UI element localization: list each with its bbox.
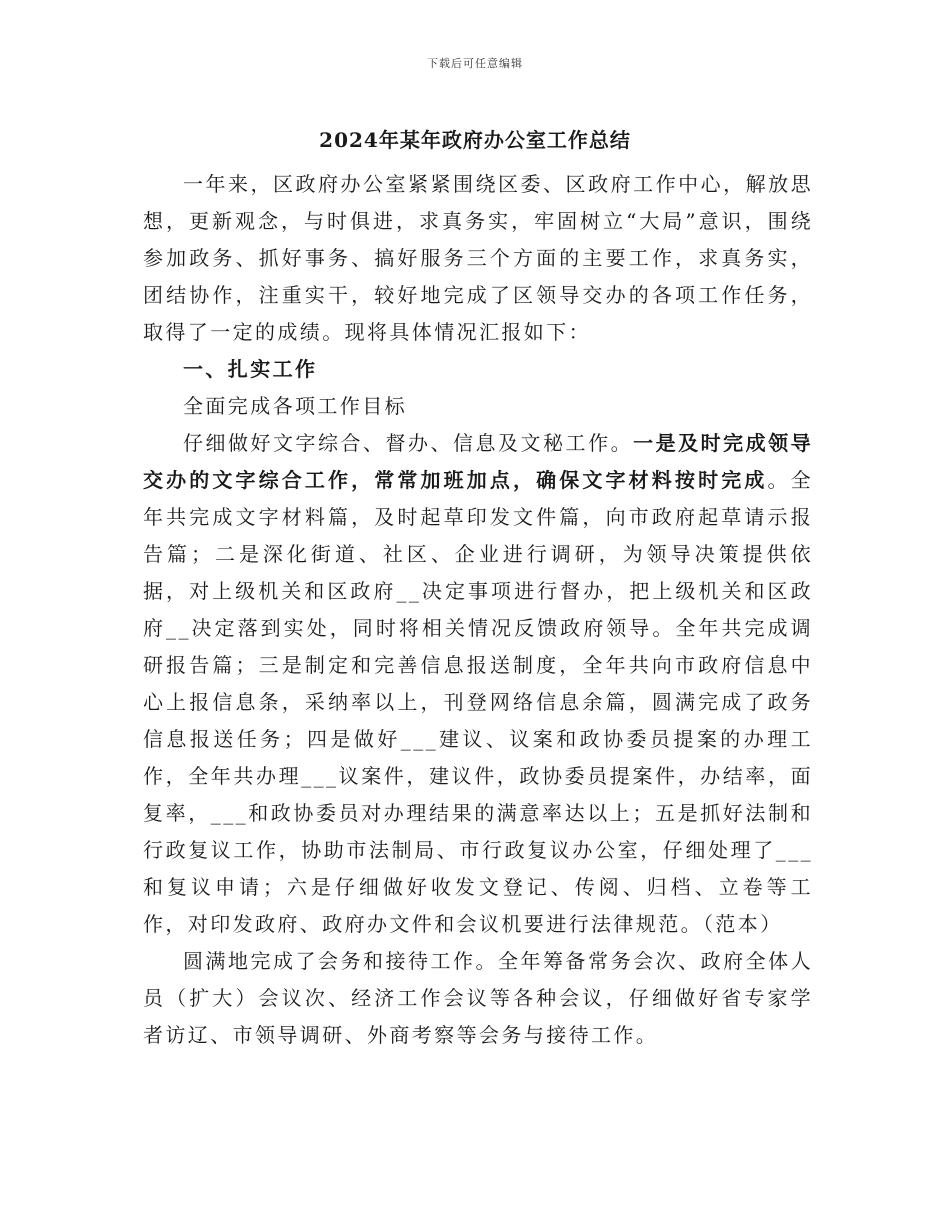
header-note: 下载后可任意编辑 (427, 57, 523, 70)
meeting-paragraph: 圆满地完成了会务和接待工作。全年筹备常务会次、政府全体人员（扩大）会议次、经济工作会议等各种会议，仔细做好省专家学者访辽、市领导调研、外商考察等会务与接待工作。 (143, 949, 813, 1047)
work-paragraph-bold: 一是及时完成领导交办的文字综合工作，常常加班加点，确保文字材料按时完成 (143, 431, 814, 492)
document-title: 2024年某年政府办公室工作总结 (319, 128, 631, 152)
section-heading: 一、扎实工作 (183, 357, 318, 381)
work-paragraph (143, 425, 813, 943)
intro-paragraph: 一年来，区政府办公室紧紧围绕区委、区政府工作中心，解放思想，更新观念，与时俱进，求真务实，牢固树立“大局”意识，围绕参加政务、抓好事务、搞好服务三个方面的主要工作，求真务实，团结协作，注重实干，较好地完成了区领导交办的各项工作任务，取得了一定的成绩。现将具体情况汇报如下： (143, 172, 813, 344)
document-body (143, 166, 813, 1054)
section-subheading: 全面完成各项工作目标 (183, 394, 407, 418)
work-paragraph-rest: 。全年共完成文字材料篇，及时起草印发文件篇，向市政府起草请示报告篇；二是深化街道、社区、企业进行调研，为领导决策提供依据，对上级机关和区政府__决定事项进行督办，把上级机关和区政府__决定落到实处，同时将相关情况反馈政府领导。全年共完成调研报告篇；三是制定和完善信息报送制度，全年共向市政府信息中心上报信息条，采纳率以上，刊登网络信息余篇，圆满完成了政务信息报送任务；四是做好___建议、议案和政协委员提案的办理工作，全年共办理___议案件，建议件，政协委员提案件，办结率，面复率，___和政协委员对办理结果的满意率达以上；五是抓好法制和行政复议工作，协助市法制局、市行政复议办公室，仔细处理了___和复议申请；六是仔细做好收发文登记、传阅、归档、立卷等工作，对印发政府、政府办文件和会议机要进行法律规范。（范本） (143, 468, 813, 936)
work-paragraph-lead: 仔细做好文字综合、督办、信息及文秘工作。 (183, 431, 634, 455)
